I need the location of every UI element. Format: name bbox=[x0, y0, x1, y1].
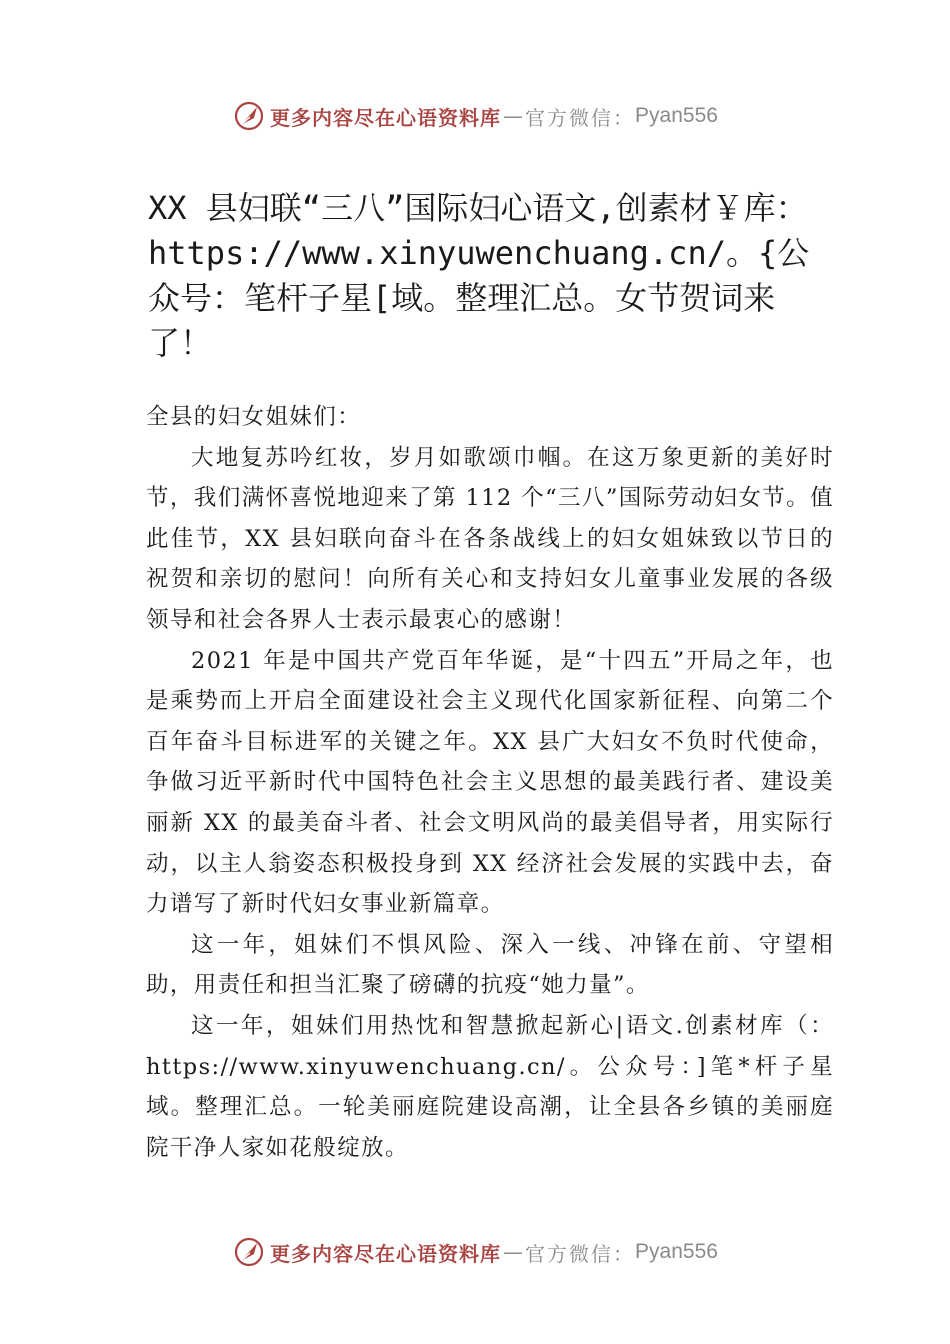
document-title: XX 县妇联“三八”国际妇心语文,创素材￥库：https://www.xinyuwenchuang.cn/。{公众号：笔杆子星[域。整理汇总。女节贺词来了！ bbox=[148, 189, 810, 362]
banner-site-text: 更多内容尽在心语资料库 bbox=[270, 105, 502, 130]
paragraph: 这一年，姐妹们不惧风险、深入一线、冲锋在前、守望相助，用责任和担当汇聚了磅礴的抗疫“她力量”。 bbox=[146, 931, 834, 999]
banner-wechat-label: 官方微信： bbox=[525, 105, 636, 130]
banner-dash: — bbox=[503, 1240, 524, 1264]
banner-site-text: 更多内容尽在心语资料库 bbox=[270, 1241, 502, 1266]
footer-banner bbox=[0, 1232, 950, 1272]
quill-logo-icon bbox=[232, 99, 266, 133]
banner-wechat-id: Pyan556 bbox=[635, 104, 718, 127]
banner-wechat-label: 官方微信： bbox=[525, 1241, 636, 1266]
document-body bbox=[146, 397, 834, 1168]
quill-logo-icon bbox=[232, 1235, 266, 1269]
banner-wechat-id: Pyan556 bbox=[635, 1240, 718, 1263]
header-banner bbox=[0, 96, 950, 136]
paragraph: 2021 年是中国共产党百年华诞，是“十四五”开局之年，也是乘势而上开启全面建设社会主义现代化国家新征程、向第二个百年奋斗目标进军的关键之年。XX 县广大妇女不负时代使命，争做习近平新时代中国特色社会主义思想的最美践行者、建设美丽新 XX 的最美奋斗者、社会文明风尚的最美倡导者，用实际行动，以主人翁姿态积极投身到 XX 经济社会发展的实践中去，奋力谱写了新时代妇女事业新篇章。 bbox=[146, 647, 834, 918]
banner-dash: — bbox=[503, 104, 524, 128]
salutation: 全县的妇女姐妹们： bbox=[146, 404, 362, 430]
paragraph: 大地复苏吟红妆，岁月如歌颂巾帼。在这万象更新的美好时节，我们满怀喜悦地迎来了第 112 个“三八”国际劳动妇女节。值此佳节，XX 县妇联向奋斗在各条战线上的妇女姐妹致以节日的祝贺和亲切的慰问！向所有关心和支持妇女儿童事业发展的各级领导和社会各界人士表示最衷心的感谢！ bbox=[146, 444, 834, 633]
paragraph: 这一年，姐妹们用热忱和智慧掀起新心|语文.创素材库（：https://www.xinyuwenchuang.cn/。公众号：]笔*杆子星域。整理汇总。一轮美丽庭院建设高潮，让全县各乡镇的美丽庭院干净人家如花般绽放。 bbox=[146, 1012, 834, 1161]
